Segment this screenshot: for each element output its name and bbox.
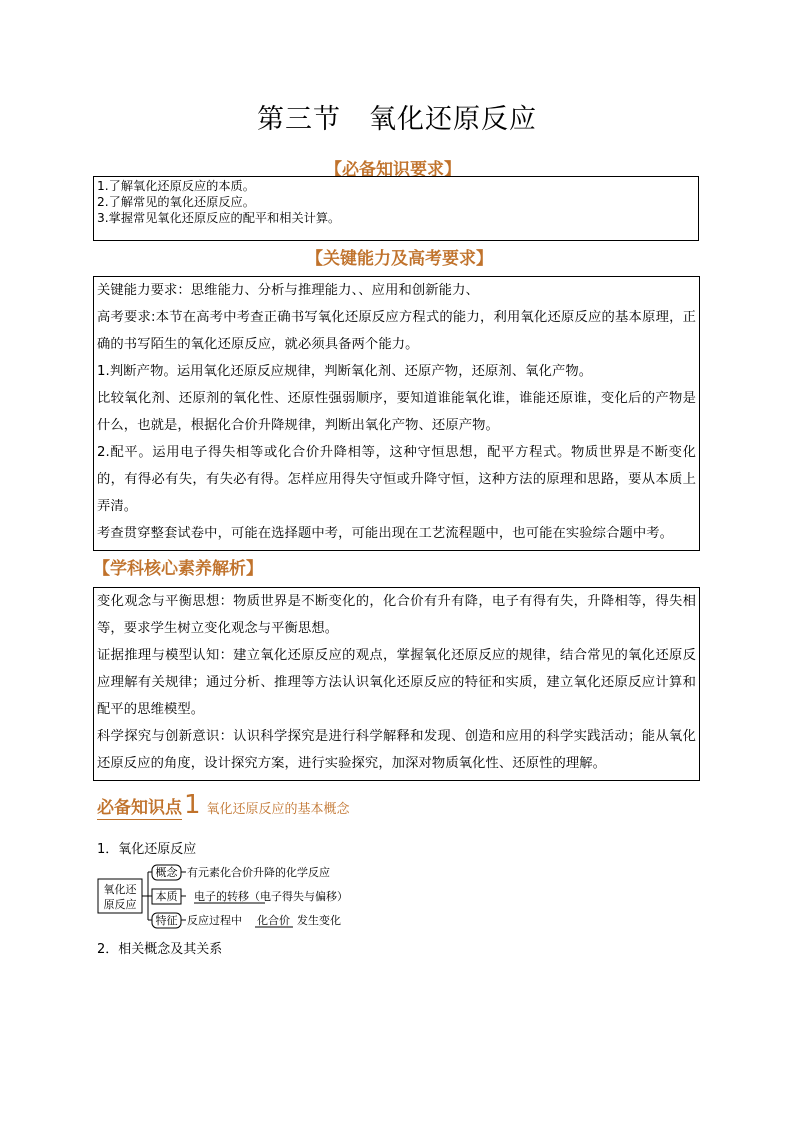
core-literacy-paragraph: 证据推理与模型认知：建立氧化还原反应的观点，掌握氧化还原反应的规律，结合常见的氧化还原反应理解有关规律；通过分析、推理等方法认识氧化还原反应的特征和实质，建立氧化还原反应计算和配平的思维模型。 (97, 648, 696, 717)
diagram-key-1: 概念 (155, 866, 178, 879)
diagram-branch-3-text-pre: 反应过程中 (187, 914, 242, 927)
key-ability-box (93, 276, 700, 551)
diagram-key-3: 特征 (155, 914, 178, 927)
diagram-branch-3-text-post: 发生变化 (297, 914, 341, 927)
subheading-related-concepts: 2．相关概念及其关系 (97, 942, 223, 957)
key-ability-paragraph: 关键能力要求：思维能力、分析与推理能力、、应用和创新能力、 (97, 283, 479, 298)
key-ability-paragraph: 高考要求:本节在高考中考查正确书写氧化还原反应方程式的能力，利用氧化还原反应的基本原理，正确的书写陌生的氧化还原反应，就必须具备两个能力。 (97, 310, 696, 352)
core-literacy-paragraph: 变化观念与平衡思想：物质世界是不断变化的，化合价有升有降，电子有得有失，升降相等，得失相等，要求学生树立变化观念与平衡思想。 (97, 594, 696, 636)
section-heading-required-knowledge: 【必备知识要求】 (325, 160, 461, 180)
diagram-bracket (142, 872, 152, 920)
section-heading-key-ability: 【关键能力及高考要求】 (306, 249, 493, 269)
subheading-redox: 1．氧化还原反应 (97, 842, 197, 857)
diagram-branch-2-text: 电子的转移（电子得失与偏移） (194, 890, 348, 903)
core-literacy-box (93, 587, 700, 781)
key-ability-paragraph: 1.判断产物。运用氧化还原反应规律，判断氧化剂、还原产物，还原剂、氧化产物。 (97, 364, 593, 379)
diagram-key-2: 本质 (155, 890, 178, 903)
knowledge-point-number: 1 (184, 790, 201, 820)
core-literacy-paragraph: 科学探究与创新意识：认识科学探究是进行科学解释和发现、创造和应用的科学实践活动；能从氧化还原反应的角度，设计探究方案，进行实验探究，加深对物质氧化性、还原性的理解。 (97, 729, 696, 771)
key-ability-paragraph: 比较氧化剂、还原剂的氧化性、还原性强弱顺序，要知道谁能氧化谁，谁能还原谁，变化后的产物是什么，也就是，根据化合价升降规律，判断出氧化产物、还原产物。 (97, 391, 696, 433)
diagram-root-line1: 氧化还 (103, 883, 137, 896)
diagram-root-line2: 原反应 (103, 898, 137, 911)
required-knowledge-box (93, 176, 699, 241)
knowledge-point-heading (97, 790, 350, 820)
key-ability-paragraph: 2.配平。运用电子得失相等或化合价升降相等，这种守恒思想，配平方程式。物质世界是不断变化的，有得必有失，有失必有得。怎样应用得失守恒或升降守恒，这种方法的原理和思路，要从本质上弄清。 (97, 445, 696, 514)
required-knowledge-item: 2.了解常见的氧化还原反应。 (97, 195, 255, 209)
key-ability-paragraph: 考查贯穿整套试卷中，可能在选择题中考，可能出现在工艺流程题中，也可能在实验综合题中考。 (97, 526, 674, 541)
diagram-branch-3-text-em: 化合价 (257, 914, 290, 927)
page-title: 第三节 氧化还原反应 (257, 104, 537, 135)
knowledge-point-title: 氧化还原反应的基本概念 (206, 802, 350, 817)
required-knowledge-item: 3.掌握常见氧化还原反应的配平和相关计算。 (97, 211, 341, 225)
redox-concept-diagram (97, 862, 397, 932)
required-knowledge-item: 1.了解氧化还原反应的本质。 (97, 179, 255, 193)
knowledge-point-label: 必备知识点 (97, 798, 182, 818)
diagram-branch-1-text: 有元素化合价升降的化学反应 (187, 866, 330, 879)
section-heading-core-literacy: 【学科核心素养解析】 (93, 559, 263, 579)
